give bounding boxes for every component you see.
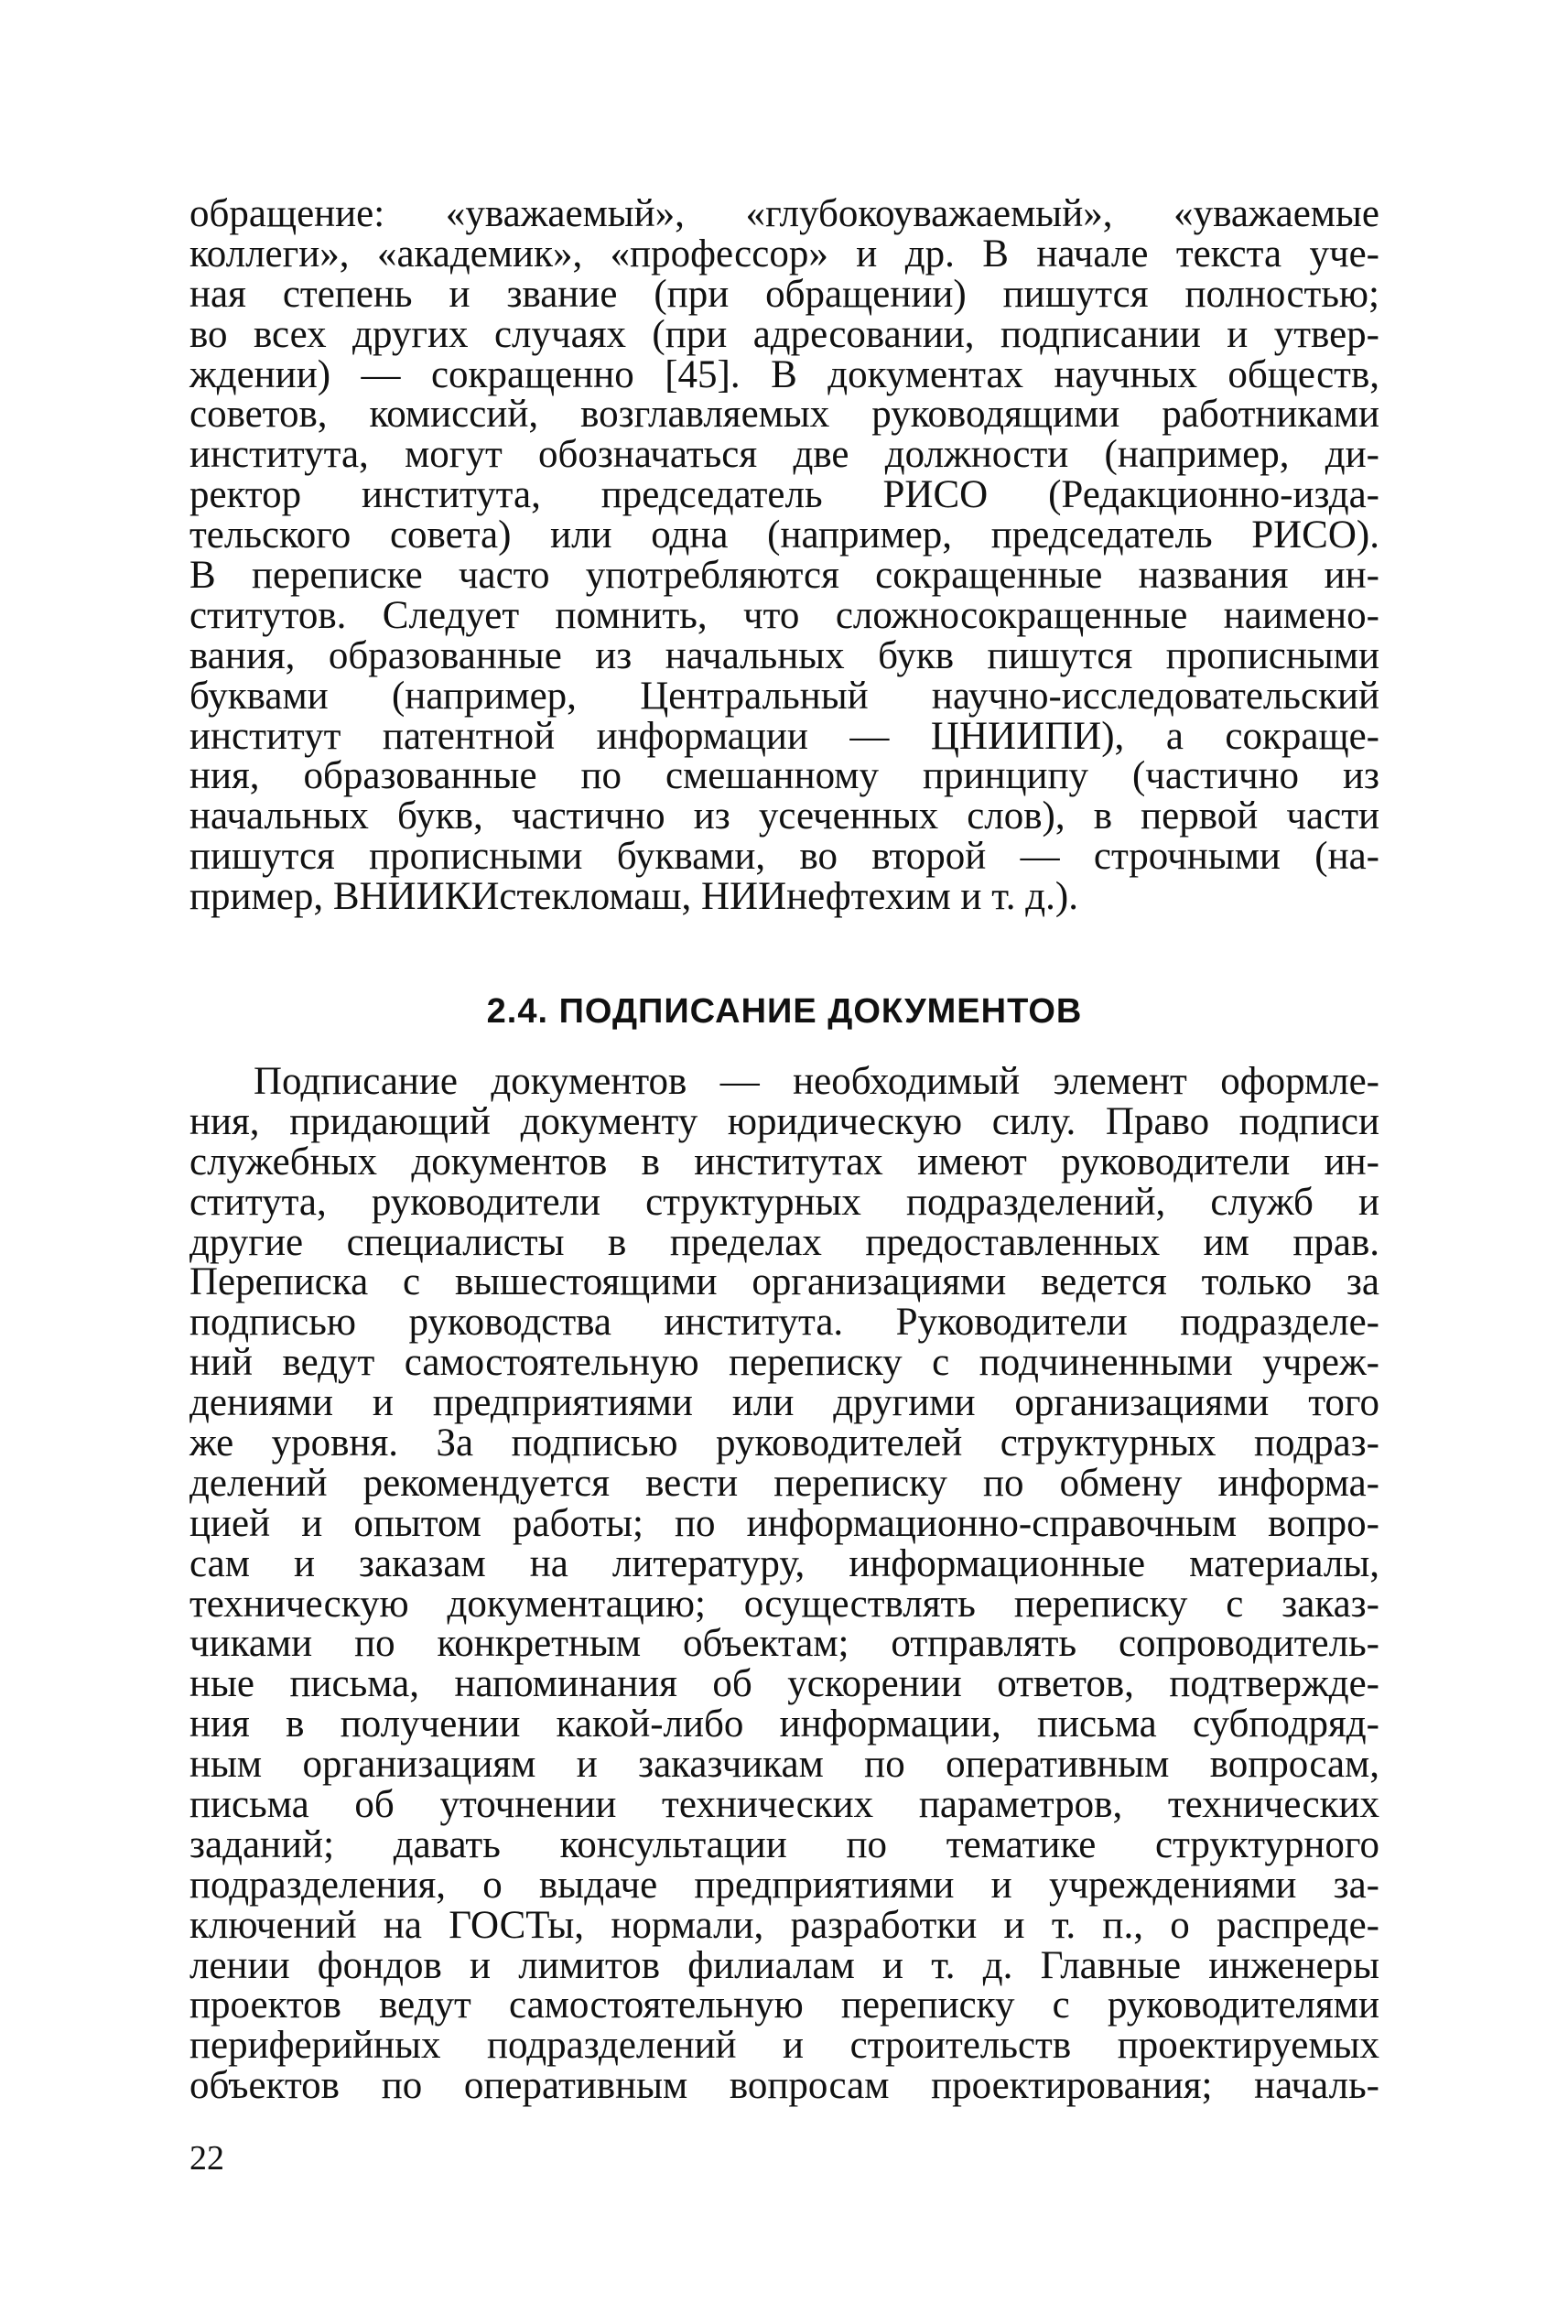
text-line: заданий; давать консультации по тематике структурного xyxy=(189,1822,1379,1866)
section-heading: 2.4. ПОДПИСАНИЕ ДОКУМЕНТОВ xyxy=(486,992,1083,1031)
text-line: подразделения, о выдаче предприятиями и учреждениями за- xyxy=(189,1863,1379,1907)
text-line: лении фондов и лимитов филиалам и т. д. Главные инженеры xyxy=(189,1943,1379,1987)
text-line: обращение: «уважаемый», «глубокоуважаемый», «уважаемые xyxy=(189,192,1379,235)
text-line: Подписание документов — необходимый элемент оформле- xyxy=(254,1060,1379,1103)
text-line: ждении) — сокращенно [45]. В документах научных обществ, xyxy=(189,352,1379,396)
paragraph-signing-documents xyxy=(189,1062,1379,2106)
text-line: ститута, руководители структурных подразделений, служб и xyxy=(189,1180,1379,1224)
paragraph-forms-of-address xyxy=(189,194,1379,917)
text-line: другие специалисты в пределах предоставленных им прав. xyxy=(189,1220,1379,1264)
text-line: цией и опытом работы; по информационно-справочным вопро- xyxy=(189,1501,1379,1545)
text-line: тельского совета) или одна (например, председатель РИСО). xyxy=(189,513,1379,557)
text-line: подписью руководства института. Руководители подразделе- xyxy=(189,1301,1379,1345)
text-line: советов, комиссий, возглавляемых руководящими работниками xyxy=(189,393,1379,437)
text-line: объектов по оперативным вопросам проектирования; началь- xyxy=(189,2064,1379,2108)
text-line: во всех других случаях (при адресовании, подписании и утвер- xyxy=(189,312,1379,356)
page-number: 22 xyxy=(189,2139,224,2178)
text-line: чиками по конкретным объектам; отправлять сопроводитель- xyxy=(189,1622,1379,1666)
text-line: ния, придающий документу юридическую силу. Право подписи xyxy=(189,1099,1379,1143)
text-line: ная степень и звание (при обращении) пишутся полностью; xyxy=(189,272,1379,316)
text-line: буквами (например, Центральный научно-исследовательский xyxy=(189,674,1379,718)
text-line: ным организациям и заказчикам по оперативным вопросам, xyxy=(189,1743,1379,1787)
text-line: ститутов. Следует помнить, что сложносокращенные наимено- xyxy=(189,593,1379,637)
text-line: вания, образованные из начальных букв пишутся прописными xyxy=(189,633,1379,677)
text-line: институт патентной информации — ЦНИИПИ), а сокраще- xyxy=(189,714,1379,758)
text-line: делений рекомендуется вести переписку по обмену информа- xyxy=(189,1461,1379,1505)
text-line: ректор института, председатель РИСО (Редакционно-изда- xyxy=(189,473,1379,517)
text-line: ключений на ГОСТы, нормали, разработки и т. п., о распреде- xyxy=(189,1903,1379,1947)
text-line: ные письма, напоминания об ускорении ответов, подтвержде- xyxy=(189,1662,1379,1706)
text-line: техническую документацию; осуществлять переписку с заказ- xyxy=(189,1582,1379,1626)
text-line: сам и заказам на литературу, информационные материалы, xyxy=(189,1541,1379,1585)
text-line: пишутся прописными буквами, во второй — строчными (на- xyxy=(189,835,1379,879)
text-line: ния, образованные по смешанному принципу (частично из xyxy=(189,754,1379,798)
text-line: коллеги», «академик», «профессор» и др. В начале текста уче- xyxy=(189,232,1379,276)
text-line: Переписка с вышестоящими организациями ведется только за xyxy=(189,1260,1379,1304)
text-line: ний ведут самостоятельную переписку с подчиненными учреж- xyxy=(189,1341,1379,1385)
text-line: ния в получении какой-либо информации, письма субподряд- xyxy=(189,1702,1379,1746)
text-line: начальных букв, частично из усеченных слов), в первой части xyxy=(189,794,1379,838)
text-line: периферийных подразделений и строительств проектируемых xyxy=(189,2024,1379,2068)
text-line: В переписке часто употребляются сокращенные названия ин- xyxy=(189,554,1379,598)
text-line: письма об уточнении технических параметров, технических xyxy=(189,1783,1379,1827)
text-line: института, могут обозначаться две должности (например, ди- xyxy=(189,433,1379,477)
text-line: проектов ведут самостоятельную переписку с руководителями xyxy=(189,1984,1379,2027)
text-line: же уровня. За подписью руководителей структурных подраз- xyxy=(189,1421,1379,1465)
text-line: пример, ВНИИКИстекломаш, НИИнефтехим и т. д.). xyxy=(189,875,1078,919)
text-line: дениями и предприятиями или другими организациями того xyxy=(189,1381,1379,1425)
text-line: служебных документов в институтах имеют руководители ин- xyxy=(189,1140,1379,1184)
